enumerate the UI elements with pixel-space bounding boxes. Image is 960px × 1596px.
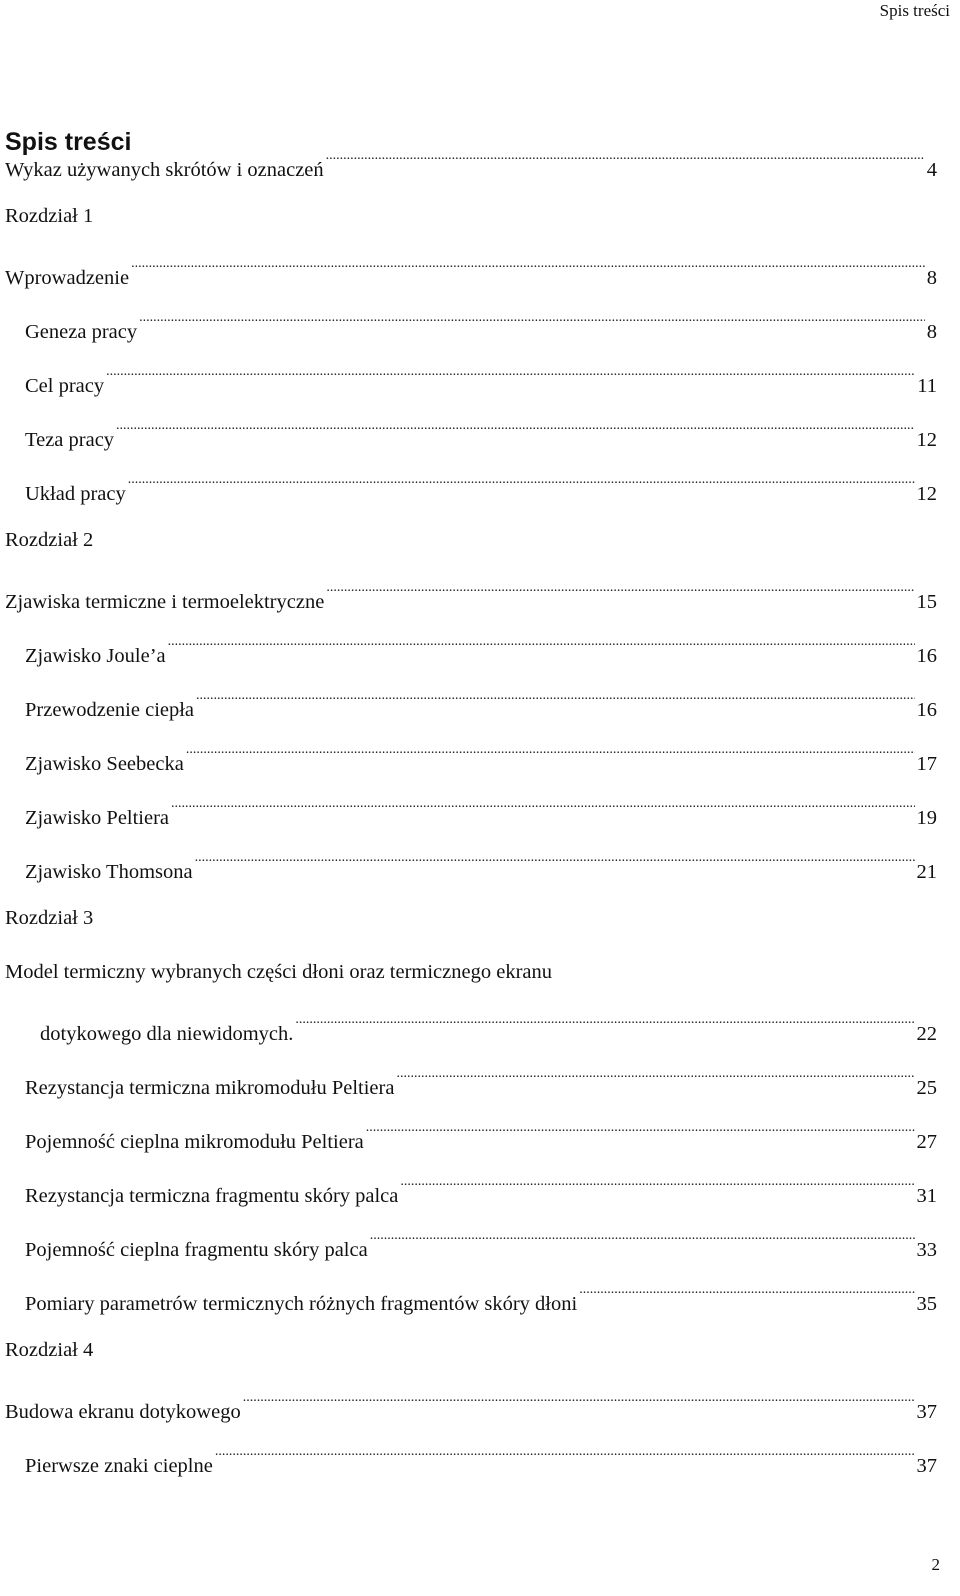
toc-entry-seebeck[interactable] <box>25 742 937 775</box>
toc-entry-text: Pojemność cieplna fragmentu skóry palca <box>25 1239 368 1261</box>
dot-leader <box>215 1444 915 1472</box>
dot-leader <box>295 1012 914 1040</box>
dot-leader <box>128 472 915 500</box>
toc-entry-peltier-capacity[interactable] <box>25 1120 937 1153</box>
dot-leader <box>366 1120 915 1148</box>
running-header: Spis treści <box>879 1 950 20</box>
toc-entry-page: 8 <box>926 267 937 289</box>
toc-entry-text: dotykowego dla niewidomych. <box>40 1023 294 1045</box>
toc-entry-page: 37 <box>916 1455 937 1477</box>
toc-entry-page: 22 <box>916 1023 937 1045</box>
toc-entry-text: Zjawiska termiczne i termoelektryczne <box>5 591 325 613</box>
dot-leader <box>116 418 914 446</box>
dot-leader <box>243 1390 915 1418</box>
dot-leader <box>396 1066 914 1094</box>
toc-entry-text: Zjawisko Peltiera <box>25 807 170 829</box>
page-number: 2 <box>931 1555 940 1574</box>
toc-entry-text: Wprowadzenie <box>5 267 130 289</box>
toc-entry-page: 17 <box>916 753 937 775</box>
toc-entry-text: Układ pracy <box>25 483 126 505</box>
toc-entry-text: Pojemność cieplna mikromodułu Peltiera <box>25 1131 364 1153</box>
toc-entry-thermal-model-line2[interactable] <box>40 1012 937 1045</box>
toc-entry-abbreviations[interactable] <box>5 148 937 181</box>
toc-entry-page: 12 <box>916 429 937 451</box>
toc-entry-text: Wykaz używanych skrótów i oznaczeń <box>5 159 324 181</box>
dot-leader <box>370 1228 915 1256</box>
toc-entry-joule[interactable] <box>25 634 937 667</box>
toc-entry-text: Pomiary parametrów termicznych różnych fragmentów skóry dłoni <box>25 1293 578 1315</box>
dot-leader <box>106 364 915 392</box>
toc-entry-goal[interactable] <box>25 364 937 397</box>
toc-entry-heat-conduction[interactable] <box>25 688 937 721</box>
toc-entry-genesis[interactable] <box>25 310 937 343</box>
toc-entry-thermal-model-line1[interactable] <box>5 958 705 986</box>
toc-entry-text: Pierwsze znaki cieplne <box>25 1455 213 1477</box>
toc-entry-text: Model termiczny wybranych części dłoni oraz termicznego ekranu <box>5 961 553 983</box>
toc-entry-peltier-resistance[interactable] <box>25 1066 937 1099</box>
dot-leader <box>131 256 925 284</box>
toc-entry-text: Teza pracy <box>25 429 115 451</box>
toc-entry-page: 16 <box>916 645 937 667</box>
toc-entry-page: 25 <box>916 1077 937 1099</box>
toc-entry-page: 12 <box>916 483 937 505</box>
toc-entry-page: 15 <box>916 591 937 613</box>
toc-entry-text: Budowa ekranu dotykowego <box>5 1401 241 1423</box>
dot-leader <box>171 796 914 824</box>
toc-entry-page: 27 <box>916 1131 937 1153</box>
toc-entry-page: 16 <box>916 699 937 721</box>
toc-entry-text: Przewodzenie ciepła <box>25 699 195 721</box>
toc-entry-thermal-effects[interactable] <box>5 580 937 613</box>
toc-entry-skin-capacity[interactable] <box>25 1228 937 1261</box>
toc-entry-page: 4 <box>926 159 937 181</box>
toc-chapter-3[interactable] <box>5 904 937 932</box>
toc-entry-page: 37 <box>916 1401 937 1423</box>
dot-leader <box>195 850 915 878</box>
toc-chapter-2[interactable] <box>5 526 937 554</box>
toc-entry-page: 35 <box>916 1293 937 1315</box>
toc-entry-page: 21 <box>916 861 937 883</box>
toc-entry-text: Rozdział 3 <box>5 907 94 929</box>
toc-entry-text: Rozdział 2 <box>5 529 94 551</box>
toc-entry-skin-measurements[interactable] <box>25 1282 937 1315</box>
toc-entry-text: Zjawisko Thomsona <box>25 861 193 883</box>
dot-leader <box>400 1174 914 1202</box>
toc-entry-text: Rozdział 1 <box>5 205 94 227</box>
toc-entry-page: 19 <box>916 807 937 829</box>
toc-chapter-4[interactable] <box>5 1336 937 1364</box>
dot-leader <box>326 580 914 608</box>
toc-entry-page: 8 <box>926 321 937 343</box>
toc-entry-text: Rozdział 4 <box>5 1339 94 1361</box>
toc-entry-text: Zjawisko Joule’a <box>25 645 166 667</box>
dot-leader <box>326 148 925 176</box>
toc-entry-first-thermal-signs[interactable] <box>25 1444 937 1477</box>
toc-chapter-1[interactable] <box>5 202 937 230</box>
toc-title: Spis treści <box>5 128 132 156</box>
toc-entry-introduction[interactable] <box>5 256 937 289</box>
dot-leader <box>196 688 914 716</box>
toc-entry-text: Geneza pracy <box>25 321 138 343</box>
toc-entry-page: 31 <box>916 1185 937 1207</box>
toc-entry-peltier[interactable] <box>25 796 937 829</box>
dot-leader <box>579 1282 914 1310</box>
dot-leader <box>186 742 915 770</box>
dot-leader <box>168 634 915 662</box>
toc-entry-thomson[interactable] <box>25 850 937 883</box>
dot-leader <box>139 310 925 338</box>
toc-entry-page: 33 <box>916 1239 937 1261</box>
toc-entry-structure[interactable] <box>25 472 937 505</box>
toc-entry-text: Rezystancja termiczna fragmentu skóry palca <box>25 1185 399 1207</box>
toc-entry-text: Cel pracy <box>25 375 105 397</box>
toc-entry-text: Rezystancja termiczna mikromodułu Peltiera <box>25 1077 395 1099</box>
toc-entry-touch-screen[interactable] <box>5 1390 937 1423</box>
toc-entry-thesis[interactable] <box>25 418 937 451</box>
toc-entry-text: Zjawisko Seebecka <box>25 753 184 775</box>
toc-entry-skin-resistance[interactable] <box>25 1174 937 1207</box>
toc-entry-page: 11 <box>917 375 937 397</box>
